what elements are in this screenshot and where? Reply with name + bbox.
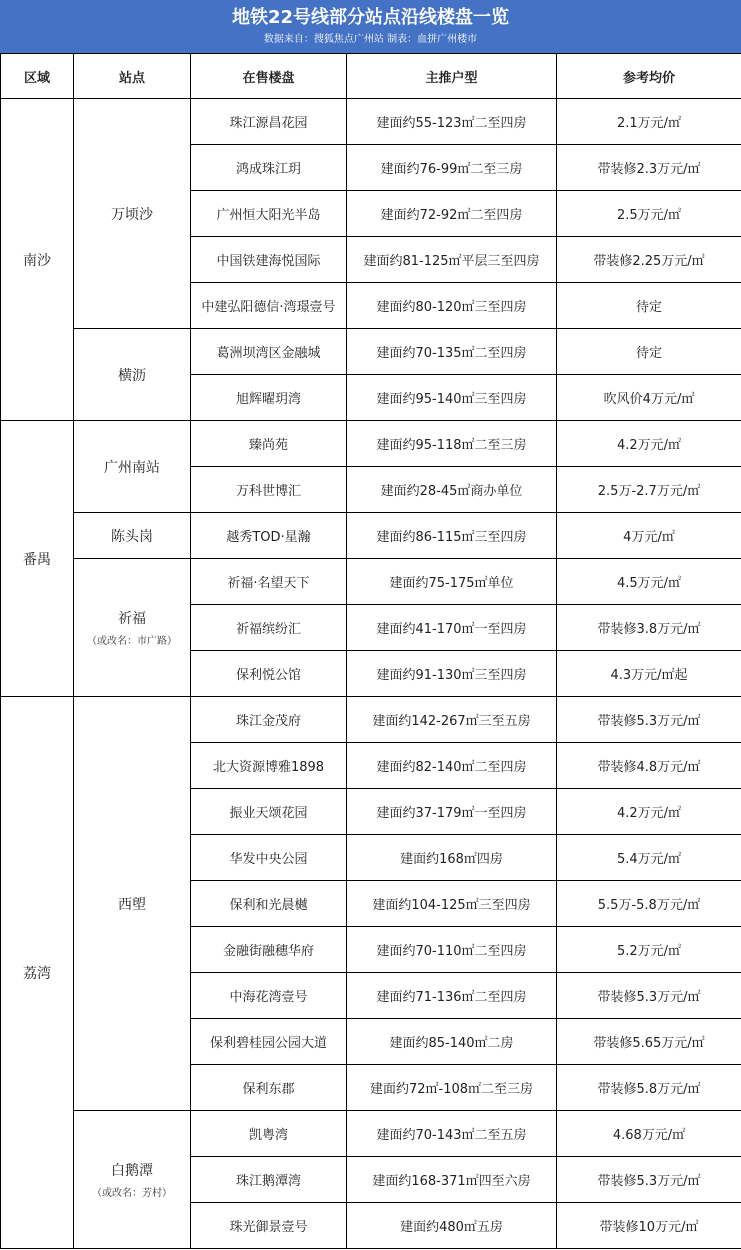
station-name: 陈头岗 <box>111 528 153 545</box>
project-name-cell: 鸿成珠江玥 <box>191 145 347 191</box>
column-header-unit-type: 主推户型 <box>347 54 557 99</box>
price-cell: 2.5万元/㎡ <box>557 191 741 237</box>
station-name: 西塱 <box>118 896 146 913</box>
price-cell: 带装修10万元/㎡ <box>557 1203 741 1249</box>
table-subtitle: 数据来自：搜狐焦点广州站 制表：血拼广州楼市 <box>263 34 478 45</box>
project-name-cell: 臻尚苑 <box>191 421 347 467</box>
price-cell: 5.2万元/㎡ <box>557 927 741 973</box>
unit-type-cell: 建面约81-125㎡平层三至四房 <box>347 237 557 283</box>
station-rename-note: （或改名：市广路） <box>87 636 177 647</box>
project-name-cell: 葛洲坝湾区金融城 <box>191 329 347 375</box>
unit-type-cell: 建面约142-267㎡三至五房 <box>347 697 557 743</box>
unit-type-cell: 建面约41-170㎡一至四房 <box>347 605 557 651</box>
unit-type-cell: 建面约28-45㎡商办单位 <box>347 467 557 513</box>
region-cell: 番禺 <box>1 421 74 697</box>
project-name-cell: 中建弘阳德信·湾璟壹号 <box>191 283 347 329</box>
station-name: 广州南站 <box>104 459 160 476</box>
unit-type-cell: 建面约104-125㎡三至四房 <box>347 881 557 927</box>
project-name-cell: 中海花湾壹号 <box>191 973 347 1019</box>
price-cell: 带装修5.8万元/㎡ <box>557 1065 741 1111</box>
unit-type-cell: 建面约80-120㎡三至四房 <box>347 283 557 329</box>
station-cell <box>74 329 191 421</box>
price-cell: 4.2万元/㎡ <box>557 789 741 835</box>
price-cell: 带装修5.3万元/㎡ <box>557 1157 741 1203</box>
table-title: 地铁22号线部分站点沿线楼盘一览 <box>231 7 510 28</box>
region-cell: 荔湾 <box>1 697 74 1249</box>
project-name-cell: 保利碧桂园公园大道 <box>191 1019 347 1065</box>
unit-type-cell: 建面约168㎡四房 <box>347 835 557 881</box>
unit-type-cell: 建面约85-140㎡二房 <box>347 1019 557 1065</box>
project-name-cell: 华发中央公园 <box>191 835 347 881</box>
table-header-banner <box>0 0 741 53</box>
price-cell: 带装修4.8万元/㎡ <box>557 743 741 789</box>
project-name-cell: 北大资源博雅1898 <box>191 743 347 789</box>
project-name-cell: 旭辉曜玥湾 <box>191 375 347 421</box>
table-row <box>1 421 741 467</box>
unit-type-cell: 建面约37-179㎡一至四房 <box>347 789 557 835</box>
price-cell: 带装修5.3万元/㎡ <box>557 697 741 743</box>
price-cell: 带装修3.8万元/㎡ <box>557 605 741 651</box>
project-name-cell: 振业天颂花园 <box>191 789 347 835</box>
project-name-cell: 中国铁建海悦国际 <box>191 237 347 283</box>
project-name-cell: 万科世博汇 <box>191 467 347 513</box>
unit-type-cell: 建面约72㎡-108㎡二至三房 <box>347 1065 557 1111</box>
price-cell: 2.1万元/㎡ <box>557 99 741 145</box>
station-cell <box>74 513 191 559</box>
project-name-cell: 金融街融穗华府 <box>191 927 347 973</box>
station-name: 白鹅潭 <box>111 1163 153 1179</box>
price-cell: 带装修5.65万元/㎡ <box>557 1019 741 1065</box>
table-row <box>1 329 741 375</box>
station-rename-note: （或改名：芳村） <box>92 1188 172 1199</box>
project-name-cell: 越秀TOD·星瀚 <box>191 513 347 559</box>
price-cell: 待定 <box>557 329 741 375</box>
station-cell <box>74 559 191 697</box>
project-name-cell: 保利和光晨樾 <box>191 881 347 927</box>
unit-type-cell: 建面约70-135㎡二至四房 <box>347 329 557 375</box>
column-header-price: 参考均价 <box>557 54 741 99</box>
unit-type-cell: 建面约72-92㎡二至四房 <box>347 191 557 237</box>
price-cell: 4.5万元/㎡ <box>557 559 741 605</box>
price-cell: 4.68万元/㎡ <box>557 1111 741 1157</box>
unit-type-cell: 建面约75-175㎡单位 <box>347 559 557 605</box>
price-cell: 5.4万元/㎡ <box>557 835 741 881</box>
column-header-station: 站点 <box>74 54 191 99</box>
table-row <box>1 559 741 605</box>
station-name: 横沥 <box>118 367 146 384</box>
unit-type-cell: 建面约70-110㎡二至四房 <box>347 927 557 973</box>
column-header-project: 在售楼盘 <box>191 54 347 99</box>
table-row <box>1 513 741 559</box>
project-name-cell: 珠江鹅潭湾 <box>191 1157 347 1203</box>
price-cell: 2.5万-2.7万元/㎡ <box>557 467 741 513</box>
unit-type-cell: 建面约480㎡五房 <box>347 1203 557 1249</box>
price-cell: 带装修2.3万元/㎡ <box>557 145 741 191</box>
property-table <box>0 53 741 1249</box>
project-name-cell: 保利东郡 <box>191 1065 347 1111</box>
price-cell: 4.3万元/㎡起 <box>557 651 741 697</box>
price-cell: 5.5万-5.8万元/㎡ <box>557 881 741 927</box>
project-name-cell: 祈福缤纷汇 <box>191 605 347 651</box>
table-body <box>1 99 741 1249</box>
unit-type-cell: 建面约95-118㎡二至三房 <box>347 421 557 467</box>
unit-type-cell: 建面约168-371㎡四至六房 <box>347 1157 557 1203</box>
project-name-cell: 祈福·名望天下 <box>191 559 347 605</box>
station-cell <box>74 99 191 329</box>
column-header-region: 区域 <box>1 54 74 99</box>
price-cell: 4.2万元/㎡ <box>557 421 741 467</box>
unit-type-cell: 建面约55-123㎡二至四房 <box>347 99 557 145</box>
price-cell: 带装修2.25万元/㎡ <box>557 237 741 283</box>
station-cell <box>74 421 191 513</box>
unit-type-cell: 建面约70-143㎡二至五房 <box>347 1111 557 1157</box>
station-name: 祈福 <box>118 611 146 627</box>
project-name-cell: 珠江源昌花园 <box>191 99 347 145</box>
station-cell <box>74 697 191 1111</box>
station-name: 万顷沙 <box>111 206 153 223</box>
price-cell: 吹风价4万元/㎡ <box>557 375 741 421</box>
project-name-cell: 广州恒大阳光半岛 <box>191 191 347 237</box>
table-row <box>1 99 741 145</box>
region-cell: 南沙 <box>1 99 74 421</box>
price-cell: 带装修5.3万元/㎡ <box>557 973 741 1019</box>
station-cell <box>74 1111 191 1249</box>
project-name-cell: 凯粤湾 <box>191 1111 347 1157</box>
unit-type-cell: 建面约76-99㎡二至三房 <box>347 145 557 191</box>
unit-type-cell: 建面约91-130㎡三至四房 <box>347 651 557 697</box>
price-cell: 待定 <box>557 283 741 329</box>
unit-type-cell: 建面约86-115㎡三至四房 <box>347 513 557 559</box>
project-name-cell: 珠江金茂府 <box>191 697 347 743</box>
project-name-cell: 保利悦公馆 <box>191 651 347 697</box>
unit-type-cell: 建面约71-136㎡二至四房 <box>347 973 557 1019</box>
table-row <box>1 697 741 743</box>
price-cell: 4万元/㎡ <box>557 513 741 559</box>
table-row <box>1 1111 741 1157</box>
unit-type-cell: 建面约95-140㎡三至四房 <box>347 375 557 421</box>
column-header-row <box>1 54 741 99</box>
unit-type-cell: 建面约82-140㎡二至四房 <box>347 743 557 789</box>
project-name-cell: 珠光御景壹号 <box>191 1203 347 1249</box>
